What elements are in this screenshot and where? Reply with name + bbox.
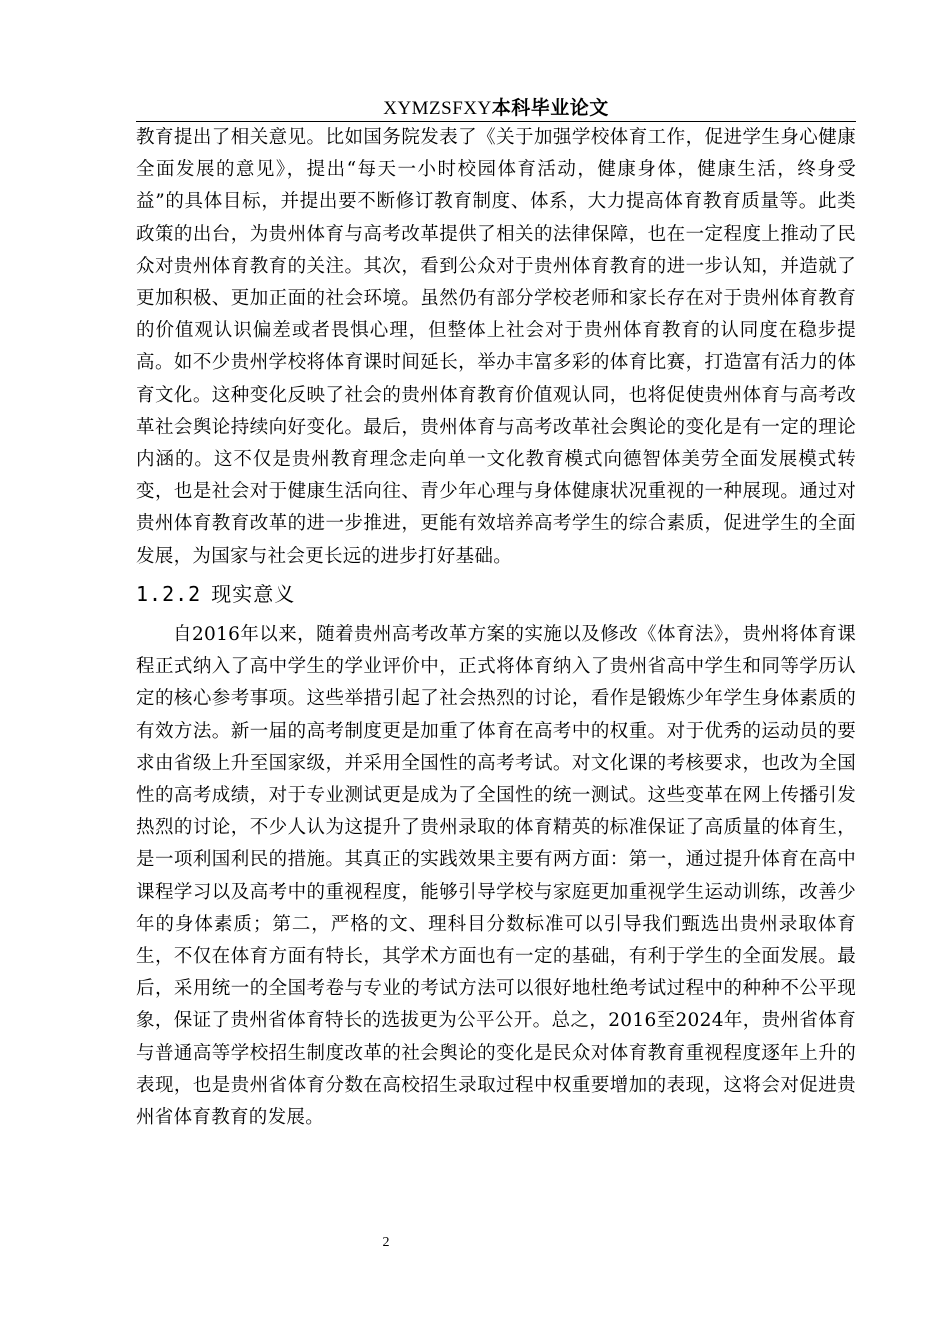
section-heading bbox=[136, 577, 856, 611]
body-paragraph-2: 自2016年以来，随着贵州高考改革方案的实施以及修改《体育法》，贵州将体育课程正式纳入了高中学生的学业评价中，正式将体育纳入了贵州省高中学生和同等学历认定的核心参考事项。这些举措引起了社会热烈的讨论，看作是锻炼少年学生身体素质的有效方法。新一届的高考制度更是加重了体育在高考中的权重。对于优秀的运动员的要求由省级上升至国家级，并采用全国性的高考考试。对文化课的考核要求，也改为全国性的高考成绩，对于专业测试更是成为了全国性的统一测试。这些变革在网上传播引发热烈的讨论，不少人认为这提升了贵州录取的体育精英的标准保证了高质量的体育生，是一项利国利民的措施。其真正的实践效果主要有两方面：第一，通过提升体育在高中课程学习以及高考中的重视程度，能够引导学校与家庭更加重视学生运动训练，改善少年的身体素质；第二，严格的文、理科目分数标准可以引导我们甄选出贵州录取体育生，不仅在体育方面有特长，其学术方面也有一定的基础，有利于学生的全面发展。最后，采用统一的全国考卷与专业的考试方法可以很好地杜绝考试过程中的种种不公平现象，保证了贵州省体育特长的选拔更为公平公开。总之，2016至2024年，贵州省体育与普通高等学校招生制度改革的社会舆论的变化是民众对体育教育重视程度逐年上升的表现，也是贵州省体育分数在高校招生录取过程中权重要增加的表现，这将会对促进贵州省体育教育的发展。 bbox=[136, 624, 856, 1129]
header-title: 本科毕业论文 bbox=[491, 97, 609, 119]
body-paragraph-1: 教育提出了相关意见。比如国务院发表了《关于加强学校体育工作，促进学生身心健康全面发展的意见》，提出“每天一小时校园体育活动，健康身体，健康生活，终身受益”的具体目标，并提出要不断修订教育制度、体系，大力提高体育教育质量等。此类政策的出台，为贵州体育与高考改革提供了相关的法律保障，也在一定程度上推动了民众对贵州体育教育的关注。其次，看到公众对于贵州体育教育的进一步认知，并造就了更加积极、更加正面的社会环境。虽然仍有部分学校老师和家长存在对于贵州体育教育的价值观认识偏差或者畏惧心理，但整体上社会对于贵州体育教育的认同度在稳步提高。如不少贵州学校将体育课时间延长，举办丰富多彩的体育比赛，打造富有活力的体育文化。这种变化反映了社会的贵州体育教育价值观认同，也将促使贵州体育与高考改革社会舆论持续向好变化。最后，贵州体育与高考改革社会舆论的变化是有一定的理论内涵的。这不仅是贵州教育理念走向单一文化教育模式向德智体美劳全面发展模式转变，也是社会对于健康生活向往、青少年心理与身体健康状况重视的一种展现。通过对贵州体育教育改革的进一步推进，更能有效培养高考学生的综合素质，促进学生的全面发展，为国家与社会更长远的进步打好基础。 bbox=[136, 127, 856, 567]
page-number: 2 bbox=[382, 1235, 390, 1250]
section-title: 现实意义 bbox=[211, 582, 296, 606]
section-number: 1.2.2 bbox=[136, 582, 202, 606]
running-header bbox=[136, 95, 856, 122]
header-code: XYMZSFXY bbox=[383, 98, 492, 119]
